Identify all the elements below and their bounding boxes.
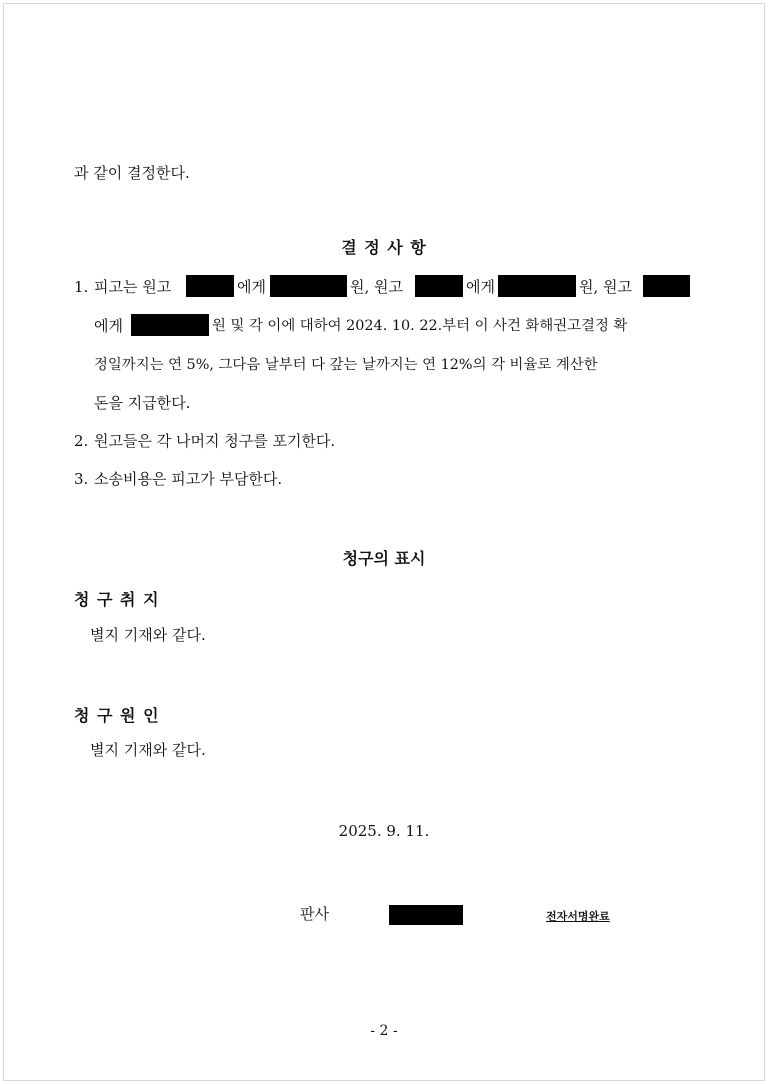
- decision-item-1-line-4: [0, 391, 768, 415]
- claim-cause-heading: 청 구 원 인: [74, 706, 160, 725]
- item-number: 2.: [74, 432, 89, 450]
- intro-line: 과 같이 결정한다.: [74, 164, 190, 182]
- item-text: 원, 원고: [350, 278, 404, 296]
- item-text: 에게: [237, 278, 266, 296]
- item-text: 에게: [94, 317, 123, 335]
- item-text: 원고들은 각 나머지 청구를 포기한다.: [94, 432, 336, 450]
- decision-item-3: [0, 467, 768, 491]
- redaction-box: [415, 275, 463, 297]
- page-number: - 2 -: [370, 1023, 398, 1039]
- redaction-box: [270, 275, 347, 297]
- judge-name-redaction: [389, 905, 463, 925]
- item-text: 돈을 지급한다.: [94, 394, 191, 412]
- redaction-box: [131, 314, 209, 336]
- item-text: 원 및 각 이에 대하여 2024. 10. 22.부터 이 사건 화해권고결정 확: [212, 318, 628, 334]
- decision-heading: 결 정 사 항: [341, 238, 427, 257]
- decision-date: 2025. 9. 11.: [338, 822, 430, 840]
- claim-heading: 청구의 표시: [342, 549, 426, 568]
- redaction-box: [643, 275, 690, 297]
- claim-cause-text: 별지 기재와 같다.: [90, 741, 206, 759]
- redaction-box: [498, 275, 576, 297]
- judge-label: 판사: [300, 905, 329, 923]
- redaction-box: [186, 275, 234, 297]
- item-text: 소송비용은 피고가 부담한다.: [94, 470, 283, 488]
- claim-purpose-heading: 청 구 취 지: [74, 590, 160, 609]
- electronic-signature-status: 전자서명완료: [546, 910, 610, 923]
- decision-item-1-line-3: [0, 353, 768, 377]
- item-number: 3.: [74, 470, 89, 488]
- decision-item-1-line-1: [0, 275, 768, 299]
- decision-item-1-line-2: [0, 314, 768, 338]
- item-text: 에게: [466, 278, 495, 296]
- item-text: 원, 원고: [579, 278, 633, 296]
- item-text: 정일까지는 연 5%, 그다음 날부터 다 갚는 날까지는 연 12%의 각 비율로 계산한: [94, 357, 598, 373]
- item-number: 1.: [74, 278, 89, 296]
- item-text: 피고는 원고: [94, 278, 172, 296]
- claim-purpose-text: 별지 기재와 같다.: [90, 626, 206, 644]
- decision-item-2: [0, 429, 768, 453]
